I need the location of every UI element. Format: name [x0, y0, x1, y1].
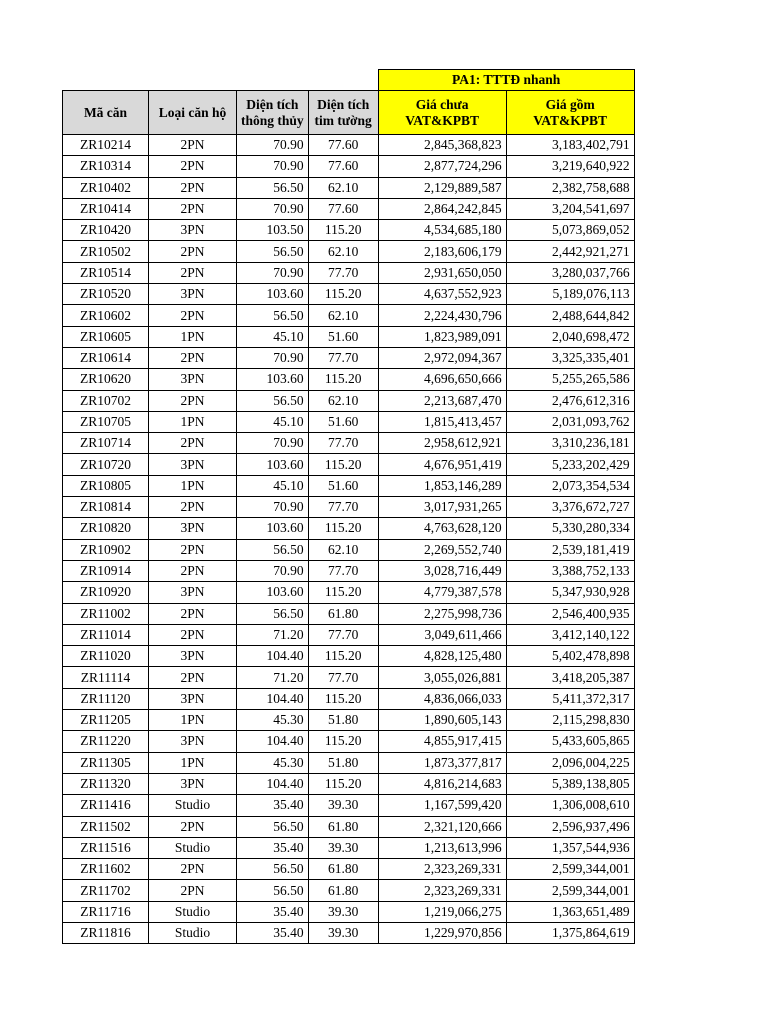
cell-code: ZR11516: [63, 837, 149, 858]
col-header-area-net-line2: thông thủy: [241, 112, 304, 128]
cell-area-net: 70.90: [237, 262, 309, 283]
table-row: [63, 177, 635, 198]
cell-area-net: 70.90: [237, 560, 309, 581]
cell-price-incl: 2,115,298,830: [506, 710, 634, 731]
cell-area-net: 104.40: [237, 731, 309, 752]
cell-area-gross: 115.20: [308, 731, 378, 752]
table-row: [63, 305, 635, 326]
cell-code: ZR10520: [63, 284, 149, 305]
table-row: [63, 262, 635, 283]
cell-type: 2PN: [149, 433, 237, 454]
cell-code: ZR10714: [63, 433, 149, 454]
cell-area-gross: 115.20: [308, 518, 378, 539]
cell-area-gross: 39.30: [308, 922, 378, 943]
cell-area-gross: 62.10: [308, 390, 378, 411]
cell-area-net: 103.60: [237, 369, 309, 390]
cell-code: ZR11716: [63, 901, 149, 922]
cell-code: ZR11416: [63, 795, 149, 816]
cell-price-incl: 5,330,280,334: [506, 518, 634, 539]
cell-price-excl: 2,864,242,845: [378, 198, 506, 219]
table-row: [63, 198, 635, 219]
cell-price-incl: 3,412,140,122: [506, 624, 634, 645]
cell-code: ZR10414: [63, 198, 149, 219]
cell-code: ZR10702: [63, 390, 149, 411]
cell-price-excl: 2,213,687,470: [378, 390, 506, 411]
cell-price-incl: 2,040,698,472: [506, 326, 634, 347]
cell-price-incl: 3,204,541,697: [506, 198, 634, 219]
cell-price-incl: 2,096,004,225: [506, 752, 634, 773]
table-row: [63, 646, 635, 667]
cell-type: 3PN: [149, 773, 237, 794]
cell-code: ZR11114: [63, 667, 149, 688]
cell-price-excl: 1,890,605,143: [378, 710, 506, 731]
cell-area-gross: 115.20: [308, 454, 378, 475]
cell-price-incl: 3,376,672,727: [506, 497, 634, 518]
cell-code: ZR11220: [63, 731, 149, 752]
table-row: [63, 837, 635, 858]
col-header-area-net-line1: Diện tích: [246, 96, 299, 112]
table-row: [63, 859, 635, 880]
cell-price-incl: 5,255,265,586: [506, 369, 634, 390]
col-header-price-incl-line1: Giá gồm: [545, 96, 595, 112]
cell-price-excl: 2,129,889,587: [378, 177, 506, 198]
cell-area-gross: 61.80: [308, 880, 378, 901]
cell-area-gross: 115.20: [308, 220, 378, 241]
table-row: [63, 156, 635, 177]
cell-type: 2PN: [149, 262, 237, 283]
cell-area-net: 71.20: [237, 624, 309, 645]
table-row: [63, 454, 635, 475]
col-header-price-excl-line1: Giá chưa: [415, 96, 469, 112]
cell-type: 1PN: [149, 475, 237, 496]
cell-code: ZR11320: [63, 773, 149, 794]
cell-area-net: 35.40: [237, 795, 309, 816]
cell-type: 2PN: [149, 177, 237, 198]
cell-area-gross: 115.20: [308, 582, 378, 603]
cell-area-net: 56.50: [237, 603, 309, 624]
cell-code: ZR10820: [63, 518, 149, 539]
cell-area-gross: 51.80: [308, 710, 378, 731]
cell-area-net: 103.60: [237, 284, 309, 305]
col-header-area-gross: [308, 91, 378, 135]
col-header-area-net: [237, 91, 309, 135]
cell-area-net: 45.10: [237, 411, 309, 432]
cell-type: Studio: [149, 795, 237, 816]
cell-area-gross: 115.20: [308, 646, 378, 667]
table-row: [63, 731, 635, 752]
cell-price-incl: 3,280,037,766: [506, 262, 634, 283]
table-row: [63, 220, 635, 241]
cell-price-incl: 5,347,930,928: [506, 582, 634, 603]
table-row: [63, 603, 635, 624]
cell-price-incl: 1,357,544,936: [506, 837, 634, 858]
cell-type: 2PN: [149, 859, 237, 880]
cell-type: 1PN: [149, 326, 237, 347]
cell-price-incl: 5,073,869,052: [506, 220, 634, 241]
cell-type: 1PN: [149, 710, 237, 731]
table-row: [63, 688, 635, 709]
cell-area-net: 56.50: [237, 241, 309, 262]
cell-area-net: 103.60: [237, 518, 309, 539]
table-row: [63, 795, 635, 816]
cell-area-net: 70.90: [237, 198, 309, 219]
cell-type: 2PN: [149, 497, 237, 518]
cell-price-excl: 2,323,269,331: [378, 859, 506, 880]
cell-code: ZR11502: [63, 816, 149, 837]
cell-type: 3PN: [149, 369, 237, 390]
cell-area-net: 45.30: [237, 710, 309, 731]
cell-price-excl: 2,845,368,823: [378, 135, 506, 156]
table-body: [63, 135, 635, 944]
cell-area-net: 104.40: [237, 646, 309, 667]
cell-price-excl: 4,676,951,419: [378, 454, 506, 475]
col-header-price-excl: [378, 91, 506, 135]
table-row: [63, 773, 635, 794]
cell-price-incl: 2,599,344,001: [506, 859, 634, 880]
cell-area-gross: 77.60: [308, 156, 378, 177]
cell-area-net: 45.30: [237, 752, 309, 773]
cell-code: ZR10402: [63, 177, 149, 198]
cell-area-gross: 77.70: [308, 624, 378, 645]
table-row: [63, 582, 635, 603]
col-header-price-incl-line2: VAT&KPBT: [533, 112, 608, 128]
cell-type: 3PN: [149, 220, 237, 241]
table-row: [63, 326, 635, 347]
cell-area-net: 70.90: [237, 135, 309, 156]
cell-price-excl: 2,972,094,367: [378, 347, 506, 368]
cell-code: ZR10902: [63, 539, 149, 560]
cell-price-excl: 1,873,377,817: [378, 752, 506, 773]
col-header-area-gross-line2: tim tường: [314, 112, 372, 128]
cell-price-excl: 4,836,066,033: [378, 688, 506, 709]
cell-area-net: 45.10: [237, 326, 309, 347]
cell-type: 1PN: [149, 752, 237, 773]
cell-code: ZR11305: [63, 752, 149, 773]
cell-price-excl: 1,229,970,856: [378, 922, 506, 943]
cell-code: ZR11014: [63, 624, 149, 645]
cell-price-excl: 2,931,650,050: [378, 262, 506, 283]
cell-type: 2PN: [149, 539, 237, 560]
cell-price-excl: 1,853,146,289: [378, 475, 506, 496]
cell-type: 2PN: [149, 603, 237, 624]
col-header-code: Mã căn: [63, 91, 149, 135]
cell-area-net: 56.50: [237, 539, 309, 560]
cell-area-net: 104.40: [237, 688, 309, 709]
cell-price-incl: 5,402,478,898: [506, 646, 634, 667]
cell-type: 2PN: [149, 667, 237, 688]
cell-type: 1PN: [149, 411, 237, 432]
cell-price-incl: 2,488,644,842: [506, 305, 634, 326]
cell-price-excl: 4,763,628,120: [378, 518, 506, 539]
cell-price-incl: 5,189,076,113: [506, 284, 634, 305]
cell-area-gross: 77.60: [308, 198, 378, 219]
cell-type: 2PN: [149, 624, 237, 645]
cell-code: ZR11205: [63, 710, 149, 731]
cell-area-net: 56.50: [237, 816, 309, 837]
cell-code: ZR10920: [63, 582, 149, 603]
cell-type: 2PN: [149, 135, 237, 156]
cell-area-gross: 77.70: [308, 667, 378, 688]
cell-price-excl: 2,321,120,666: [378, 816, 506, 837]
cell-area-gross: 115.20: [308, 284, 378, 305]
cell-code: ZR11816: [63, 922, 149, 943]
cell-type: 2PN: [149, 305, 237, 326]
table-row: [63, 433, 635, 454]
cell-area-gross: 77.70: [308, 433, 378, 454]
table-row: [63, 241, 635, 262]
table-row: [63, 560, 635, 581]
cell-area-gross: 62.10: [308, 241, 378, 262]
col-header-price-excl-line2: VAT&KPBT: [405, 112, 480, 128]
cell-price-incl: 2,442,921,271: [506, 241, 634, 262]
cell-price-excl: 1,823,989,091: [378, 326, 506, 347]
cell-code: ZR10805: [63, 475, 149, 496]
cell-area-gross: 77.70: [308, 347, 378, 368]
cell-code: ZR11020: [63, 646, 149, 667]
table-row: [63, 539, 635, 560]
cell-code: ZR11702: [63, 880, 149, 901]
cell-price-incl: 2,546,400,935: [506, 603, 634, 624]
cell-type: 2PN: [149, 560, 237, 581]
cell-type: 2PN: [149, 816, 237, 837]
table-row: [63, 347, 635, 368]
cell-price-incl: 2,073,354,534: [506, 475, 634, 496]
cell-area-net: 35.40: [237, 922, 309, 943]
cell-type: Studio: [149, 922, 237, 943]
cell-price-incl: 2,596,937,496: [506, 816, 634, 837]
cell-price-incl: 3,310,236,181: [506, 433, 634, 454]
cell-code: ZR10514: [63, 262, 149, 283]
table-row: [63, 497, 635, 518]
cell-code: ZR10914: [63, 560, 149, 581]
cell-price-excl: 3,028,716,449: [378, 560, 506, 581]
cell-price-incl: 1,306,008,610: [506, 795, 634, 816]
cell-code: ZR10620: [63, 369, 149, 390]
cell-code: ZR10720: [63, 454, 149, 475]
cell-price-excl: 3,017,931,265: [378, 497, 506, 518]
cell-price-incl: 5,433,605,865: [506, 731, 634, 752]
cell-type: 2PN: [149, 347, 237, 368]
table-row: [63, 135, 635, 156]
cell-area-gross: 61.80: [308, 816, 378, 837]
cell-type: Studio: [149, 901, 237, 922]
cell-type: 2PN: [149, 156, 237, 177]
cell-type: 3PN: [149, 731, 237, 752]
cell-price-excl: 4,696,650,666: [378, 369, 506, 390]
table-row: [63, 922, 635, 943]
cell-price-incl: 3,388,752,133: [506, 560, 634, 581]
cell-area-gross: 39.30: [308, 837, 378, 858]
table-row: [63, 284, 635, 305]
cell-price-excl: 1,219,066,275: [378, 901, 506, 922]
cell-type: 3PN: [149, 284, 237, 305]
cell-area-net: 104.40: [237, 773, 309, 794]
cell-area-gross: 51.60: [308, 475, 378, 496]
cell-area-net: 103.60: [237, 582, 309, 603]
cell-area-gross: 115.20: [308, 688, 378, 709]
cell-area-gross: 77.70: [308, 262, 378, 283]
price-table: [62, 69, 635, 944]
cell-code: ZR10420: [63, 220, 149, 241]
cell-type: Studio: [149, 837, 237, 858]
table-row: [63, 710, 635, 731]
cell-area-gross: 77.70: [308, 497, 378, 518]
cell-area-gross: 51.60: [308, 411, 378, 432]
cell-price-incl: 3,183,402,791: [506, 135, 634, 156]
cell-area-net: 71.20: [237, 667, 309, 688]
cell-type: 3PN: [149, 454, 237, 475]
cell-area-net: 70.90: [237, 156, 309, 177]
table-row: [63, 880, 635, 901]
cell-price-incl: 5,389,138,805: [506, 773, 634, 794]
cell-price-excl: 2,275,998,736: [378, 603, 506, 624]
table-row: [63, 475, 635, 496]
cell-area-gross: 77.60: [308, 135, 378, 156]
cell-price-incl: 2,476,612,316: [506, 390, 634, 411]
table-row: [63, 752, 635, 773]
cell-area-gross: 51.60: [308, 326, 378, 347]
cell-area-net: 45.10: [237, 475, 309, 496]
cell-area-net: 103.50: [237, 220, 309, 241]
cell-type: 3PN: [149, 688, 237, 709]
cell-price-excl: 4,637,552,923: [378, 284, 506, 305]
table-row: [63, 390, 635, 411]
table-row: [63, 901, 635, 922]
cell-area-gross: 115.20: [308, 369, 378, 390]
cell-code: ZR10314: [63, 156, 149, 177]
cell-area-gross: 39.30: [308, 901, 378, 922]
cell-area-net: 70.90: [237, 497, 309, 518]
cell-price-excl: 2,877,724,296: [378, 156, 506, 177]
cell-price-excl: 4,816,214,683: [378, 773, 506, 794]
cell-price-incl: 3,219,640,922: [506, 156, 634, 177]
cell-area-net: 56.50: [237, 390, 309, 411]
table-row: [63, 667, 635, 688]
cell-area-gross: 39.30: [308, 795, 378, 816]
table-row: [63, 816, 635, 837]
cell-code: ZR10605: [63, 326, 149, 347]
cell-price-incl: 2,539,181,419: [506, 539, 634, 560]
cell-type: 3PN: [149, 646, 237, 667]
cell-code: ZR10602: [63, 305, 149, 326]
cell-area-gross: 61.80: [308, 603, 378, 624]
cell-area-gross: 61.80: [308, 859, 378, 880]
cell-code: ZR11002: [63, 603, 149, 624]
cell-type: 2PN: [149, 880, 237, 901]
cell-price-incl: 3,418,205,387: [506, 667, 634, 688]
table-row: [63, 518, 635, 539]
cell-price-excl: 2,958,612,921: [378, 433, 506, 454]
table-row: [63, 624, 635, 645]
cell-type: 2PN: [149, 390, 237, 411]
table-row: [63, 369, 635, 390]
cell-area-gross: 77.70: [308, 560, 378, 581]
cell-price-incl: 5,233,202,429: [506, 454, 634, 475]
cell-code: ZR10814: [63, 497, 149, 518]
cell-area-net: 56.50: [237, 880, 309, 901]
plan-header: PA1: TTTĐ nhanh: [378, 70, 634, 91]
cell-code: ZR10502: [63, 241, 149, 262]
cell-code: ZR11120: [63, 688, 149, 709]
col-header-price-incl: [506, 91, 634, 135]
cell-area-net: 35.40: [237, 901, 309, 922]
cell-price-incl: 1,363,651,489: [506, 901, 634, 922]
cell-area-net: 56.50: [237, 859, 309, 880]
cell-price-excl: 4,855,917,415: [378, 731, 506, 752]
cell-price-excl: 1,815,413,457: [378, 411, 506, 432]
cell-code: ZR10705: [63, 411, 149, 432]
cell-price-excl: 4,779,387,578: [378, 582, 506, 603]
cell-price-excl: 1,213,613,996: [378, 837, 506, 858]
cell-code: ZR10214: [63, 135, 149, 156]
cell-area-gross: 62.10: [308, 539, 378, 560]
cell-price-incl: 2,031,093,762: [506, 411, 634, 432]
cell-price-excl: 2,323,269,331: [378, 880, 506, 901]
column-header-row: [63, 91, 635, 135]
cell-area-net: 56.50: [237, 305, 309, 326]
cell-type: 3PN: [149, 582, 237, 603]
cell-area-net: 103.60: [237, 454, 309, 475]
cell-price-excl: 2,224,430,796: [378, 305, 506, 326]
cell-price-incl: 2,382,758,688: [506, 177, 634, 198]
cell-price-excl: 4,534,685,180: [378, 220, 506, 241]
group-header-row: [63, 70, 635, 91]
cell-area-gross: 115.20: [308, 773, 378, 794]
cell-price-excl: 3,055,026,881: [378, 667, 506, 688]
cell-code: ZR10614: [63, 347, 149, 368]
cell-type: 2PN: [149, 198, 237, 219]
cell-area-net: 35.40: [237, 837, 309, 858]
cell-price-incl: 3,325,335,401: [506, 347, 634, 368]
cell-price-incl: 2,599,344,001: [506, 880, 634, 901]
cell-code: ZR11602: [63, 859, 149, 880]
cell-price-excl: 2,269,552,740: [378, 539, 506, 560]
cell-price-incl: 5,411,372,317: [506, 688, 634, 709]
cell-price-excl: 3,049,611,466: [378, 624, 506, 645]
cell-price-excl: 2,183,606,179: [378, 241, 506, 262]
cell-price-incl: 1,375,864,619: [506, 922, 634, 943]
cell-type: 3PN: [149, 518, 237, 539]
cell-price-excl: 4,828,125,480: [378, 646, 506, 667]
table-row: [63, 411, 635, 432]
cell-area-gross: 62.10: [308, 305, 378, 326]
cell-area-net: 70.90: [237, 347, 309, 368]
col-header-area-gross-line1: Diện tích: [317, 96, 370, 112]
cell-type: 2PN: [149, 241, 237, 262]
cell-area-net: 56.50: [237, 177, 309, 198]
col-header-type: Loại căn hộ: [149, 91, 237, 135]
cell-area-gross: 62.10: [308, 177, 378, 198]
cell-price-excl: 1,167,599,420: [378, 795, 506, 816]
cell-area-gross: 51.80: [308, 752, 378, 773]
cell-area-net: 70.90: [237, 433, 309, 454]
